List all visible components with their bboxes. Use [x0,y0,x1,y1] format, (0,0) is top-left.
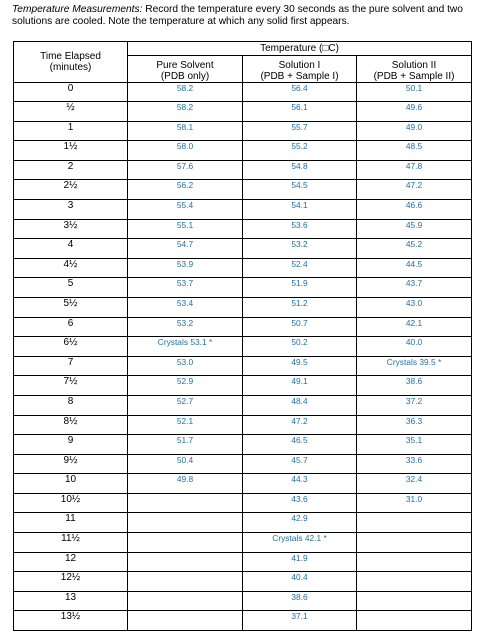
table-row [14,337,472,357]
solution-two-cell: 31.0 [357,493,472,513]
solution-one-sublabel: (PDB + Sample I) [260,71,339,82]
pure-solvent-cell: 49.8 [128,474,243,494]
solution-two-header [357,56,472,83]
solution-one-cell: 48.4 [243,395,357,415]
solution-two-cell: 36.3 [357,415,472,435]
solution-two-cell: 50.1 [357,83,472,102]
time-cell: 5½ [14,297,128,317]
time-elapsed-header-text: Time Elapsed (minutes) [40,51,101,73]
time-cell: 7½ [14,376,128,396]
time-cell: 2½ [14,180,128,200]
table-row [14,180,472,200]
solution-two-cell: 35.1 [357,435,472,455]
solution-two-cell: 49.6 [357,102,472,122]
pure-solvent-cell: 53.9 [128,258,243,278]
pure-solvent-cell [128,591,243,611]
solution-two-cell: 49.0 [357,121,472,141]
solution-one-cell: 49.1 [243,376,357,396]
instructions-text: Record the temperature every 30 seconds as the pure solvent and two solutions are cooled. Note the temperature at which any solid first appears. [12,4,463,27]
time-cell: 3½ [14,219,128,239]
pure-solvent-cell: 53.4 [128,297,243,317]
time-cell: 11 [14,513,128,533]
time-cell: 1½ [14,141,128,161]
time-cell: ½ [14,102,128,122]
solution-one-cell: 51.9 [243,278,357,298]
time-elapsed-header [14,42,128,83]
solution-one-cell: Crystals 42.1 * [243,533,357,553]
solution-two-cell: 42.1 [357,317,472,337]
time-cell: 6 [14,317,128,337]
instructions-lead: Temperature Measurements: [12,4,143,15]
pure-solvent-cell: 58.0 [128,141,243,161]
pure-solvent-cell [128,513,243,533]
table-row [14,611,472,631]
pure-solvent-label: Pure Solvent [156,60,214,71]
pure-solvent-cell: 53.2 [128,317,243,337]
time-cell: 5 [14,278,128,298]
solution-two-cell: 32.4 [357,474,472,494]
solution-one-cell: 44.3 [243,474,357,494]
instructions [12,4,480,28]
pure-solvent-cell: 53.0 [128,356,243,376]
table-row [14,415,472,435]
pure-solvent-cell: 58.2 [128,83,243,102]
solution-one-cell: 55.2 [243,141,357,161]
pure-solvent-cell: 56.2 [128,180,243,200]
time-cell: 3 [14,199,128,219]
table-row [14,239,472,259]
temperature-header: Temperature (□C) [128,42,472,56]
table-row [14,317,472,337]
pure-solvent-cell: 55.4 [128,199,243,219]
solution-one-cell: 54.1 [243,199,357,219]
pure-solvent-header [128,56,243,83]
pure-solvent-cell: 52.1 [128,415,243,435]
temperature-rows [14,83,472,631]
pure-solvent-cell [128,533,243,553]
solution-one-header [243,56,357,83]
pure-solvent-sublabel: (PDB only) [160,71,210,82]
table-row [14,395,472,415]
pure-solvent-cell: 52.9 [128,376,243,396]
pure-solvent-cell: 58.1 [128,121,243,141]
pure-solvent-cell [128,552,243,572]
solution-one-cell: 49.5 [243,356,357,376]
solution-one-cell: 53.6 [243,219,357,239]
solution-two-cell [357,552,472,572]
solution-one-cell: 41.9 [243,552,357,572]
pure-solvent-cell: 53.7 [128,278,243,298]
time-cell: 10½ [14,493,128,513]
time-cell: 0 [14,83,128,102]
pure-solvent-cell [128,611,243,631]
solution-one-cell: 40.4 [243,572,357,592]
time-cell: 13½ [14,611,128,631]
solution-two-cell [357,611,472,631]
solution-one-cell: 56.1 [243,102,357,122]
table-row [14,121,472,141]
time-cell: 12½ [14,572,128,592]
table-row [14,278,472,298]
time-cell: 10 [14,474,128,494]
table-row [14,199,472,219]
table-row [14,356,472,376]
time-cell: 11½ [14,533,128,553]
table-row [14,591,472,611]
solution-one-cell: 47.2 [243,415,357,435]
time-cell: 8 [14,395,128,415]
time-cell: 7 [14,356,128,376]
time-cell: 6½ [14,337,128,357]
table-row [14,513,472,533]
table-row [14,474,472,494]
solution-one-cell: 37.1 [243,611,357,631]
pure-solvent-cell: Crystals 53.1 * [128,337,243,357]
solution-two-cell: 38.6 [357,376,472,396]
pure-solvent-cell [128,493,243,513]
solution-one-cell: 52.4 [243,258,357,278]
solution-one-cell: 43.6 [243,493,357,513]
table-row [14,102,472,122]
time-cell: 2 [14,160,128,180]
solution-one-cell: 42.9 [243,513,357,533]
time-cell: 1 [14,121,128,141]
solution-two-cell: 37.2 [357,395,472,415]
table-row [14,376,472,396]
pure-solvent-cell: 54.7 [128,239,243,259]
solution-one-cell: 55.7 [243,121,357,141]
solution-one-cell: 38.6 [243,591,357,611]
time-cell: 9 [14,435,128,455]
solution-two-cell [357,533,472,553]
solution-two-cell: 33.6 [357,454,472,474]
time-cell: 9½ [14,454,128,474]
solution-two-cell: 47.8 [357,160,472,180]
solution-one-label: Solution I [278,60,321,71]
solution-one-cell: 54.8 [243,160,357,180]
time-cell: 13 [14,591,128,611]
solution-two-cell: 46.6 [357,199,472,219]
solution-two-cell: 40.0 [357,337,472,357]
solution-one-cell: 51.2 [243,297,357,317]
temperature-table [13,41,472,631]
solution-one-cell: 46.5 [243,435,357,455]
solution-one-cell: 56.4 [243,83,357,102]
time-cell: 12 [14,552,128,572]
table-row [14,258,472,278]
solution-two-cell: 43.7 [357,278,472,298]
solution-one-cell: 54.5 [243,180,357,200]
pure-solvent-cell: 50.4 [128,454,243,474]
solution-two-cell: 47.2 [357,180,472,200]
solution-two-cell: 48.5 [357,141,472,161]
table-row [14,141,472,161]
table-row [14,83,472,102]
solution-two-cell [357,513,472,533]
solution-two-cell [357,591,472,611]
solution-two-cell: 45.2 [357,239,472,259]
table-row [14,160,472,180]
pure-solvent-cell: 57.6 [128,160,243,180]
table-row [14,454,472,474]
solution-one-cell: 53.2 [243,239,357,259]
pure-solvent-cell [128,572,243,592]
solution-two-cell: 44.5 [357,258,472,278]
table-row [14,219,472,239]
solution-two-label: Solution II [391,60,437,71]
solution-two-cell: Crystals 39.5 * [357,356,472,376]
solution-one-cell: 45.7 [243,454,357,474]
time-cell: 4 [14,239,128,259]
table-row [14,552,472,572]
solution-two-sublabel: (PDB + Sample II) [373,71,455,82]
time-cell: 4½ [14,258,128,278]
table-row [14,435,472,455]
table-row [14,493,472,513]
solution-two-cell: 45.9 [357,219,472,239]
pure-solvent-cell: 51.7 [128,435,243,455]
table-row [14,572,472,592]
pure-solvent-cell: 55.1 [128,219,243,239]
table-row [14,297,472,317]
solution-one-cell: 50.7 [243,317,357,337]
table-row [14,533,472,553]
pure-solvent-cell: 52.7 [128,395,243,415]
solution-one-cell: 50.2 [243,337,357,357]
solution-two-cell [357,572,472,592]
time-cell: 8½ [14,415,128,435]
pure-solvent-cell: 58.2 [128,102,243,122]
solution-two-cell: 43.0 [357,297,472,317]
